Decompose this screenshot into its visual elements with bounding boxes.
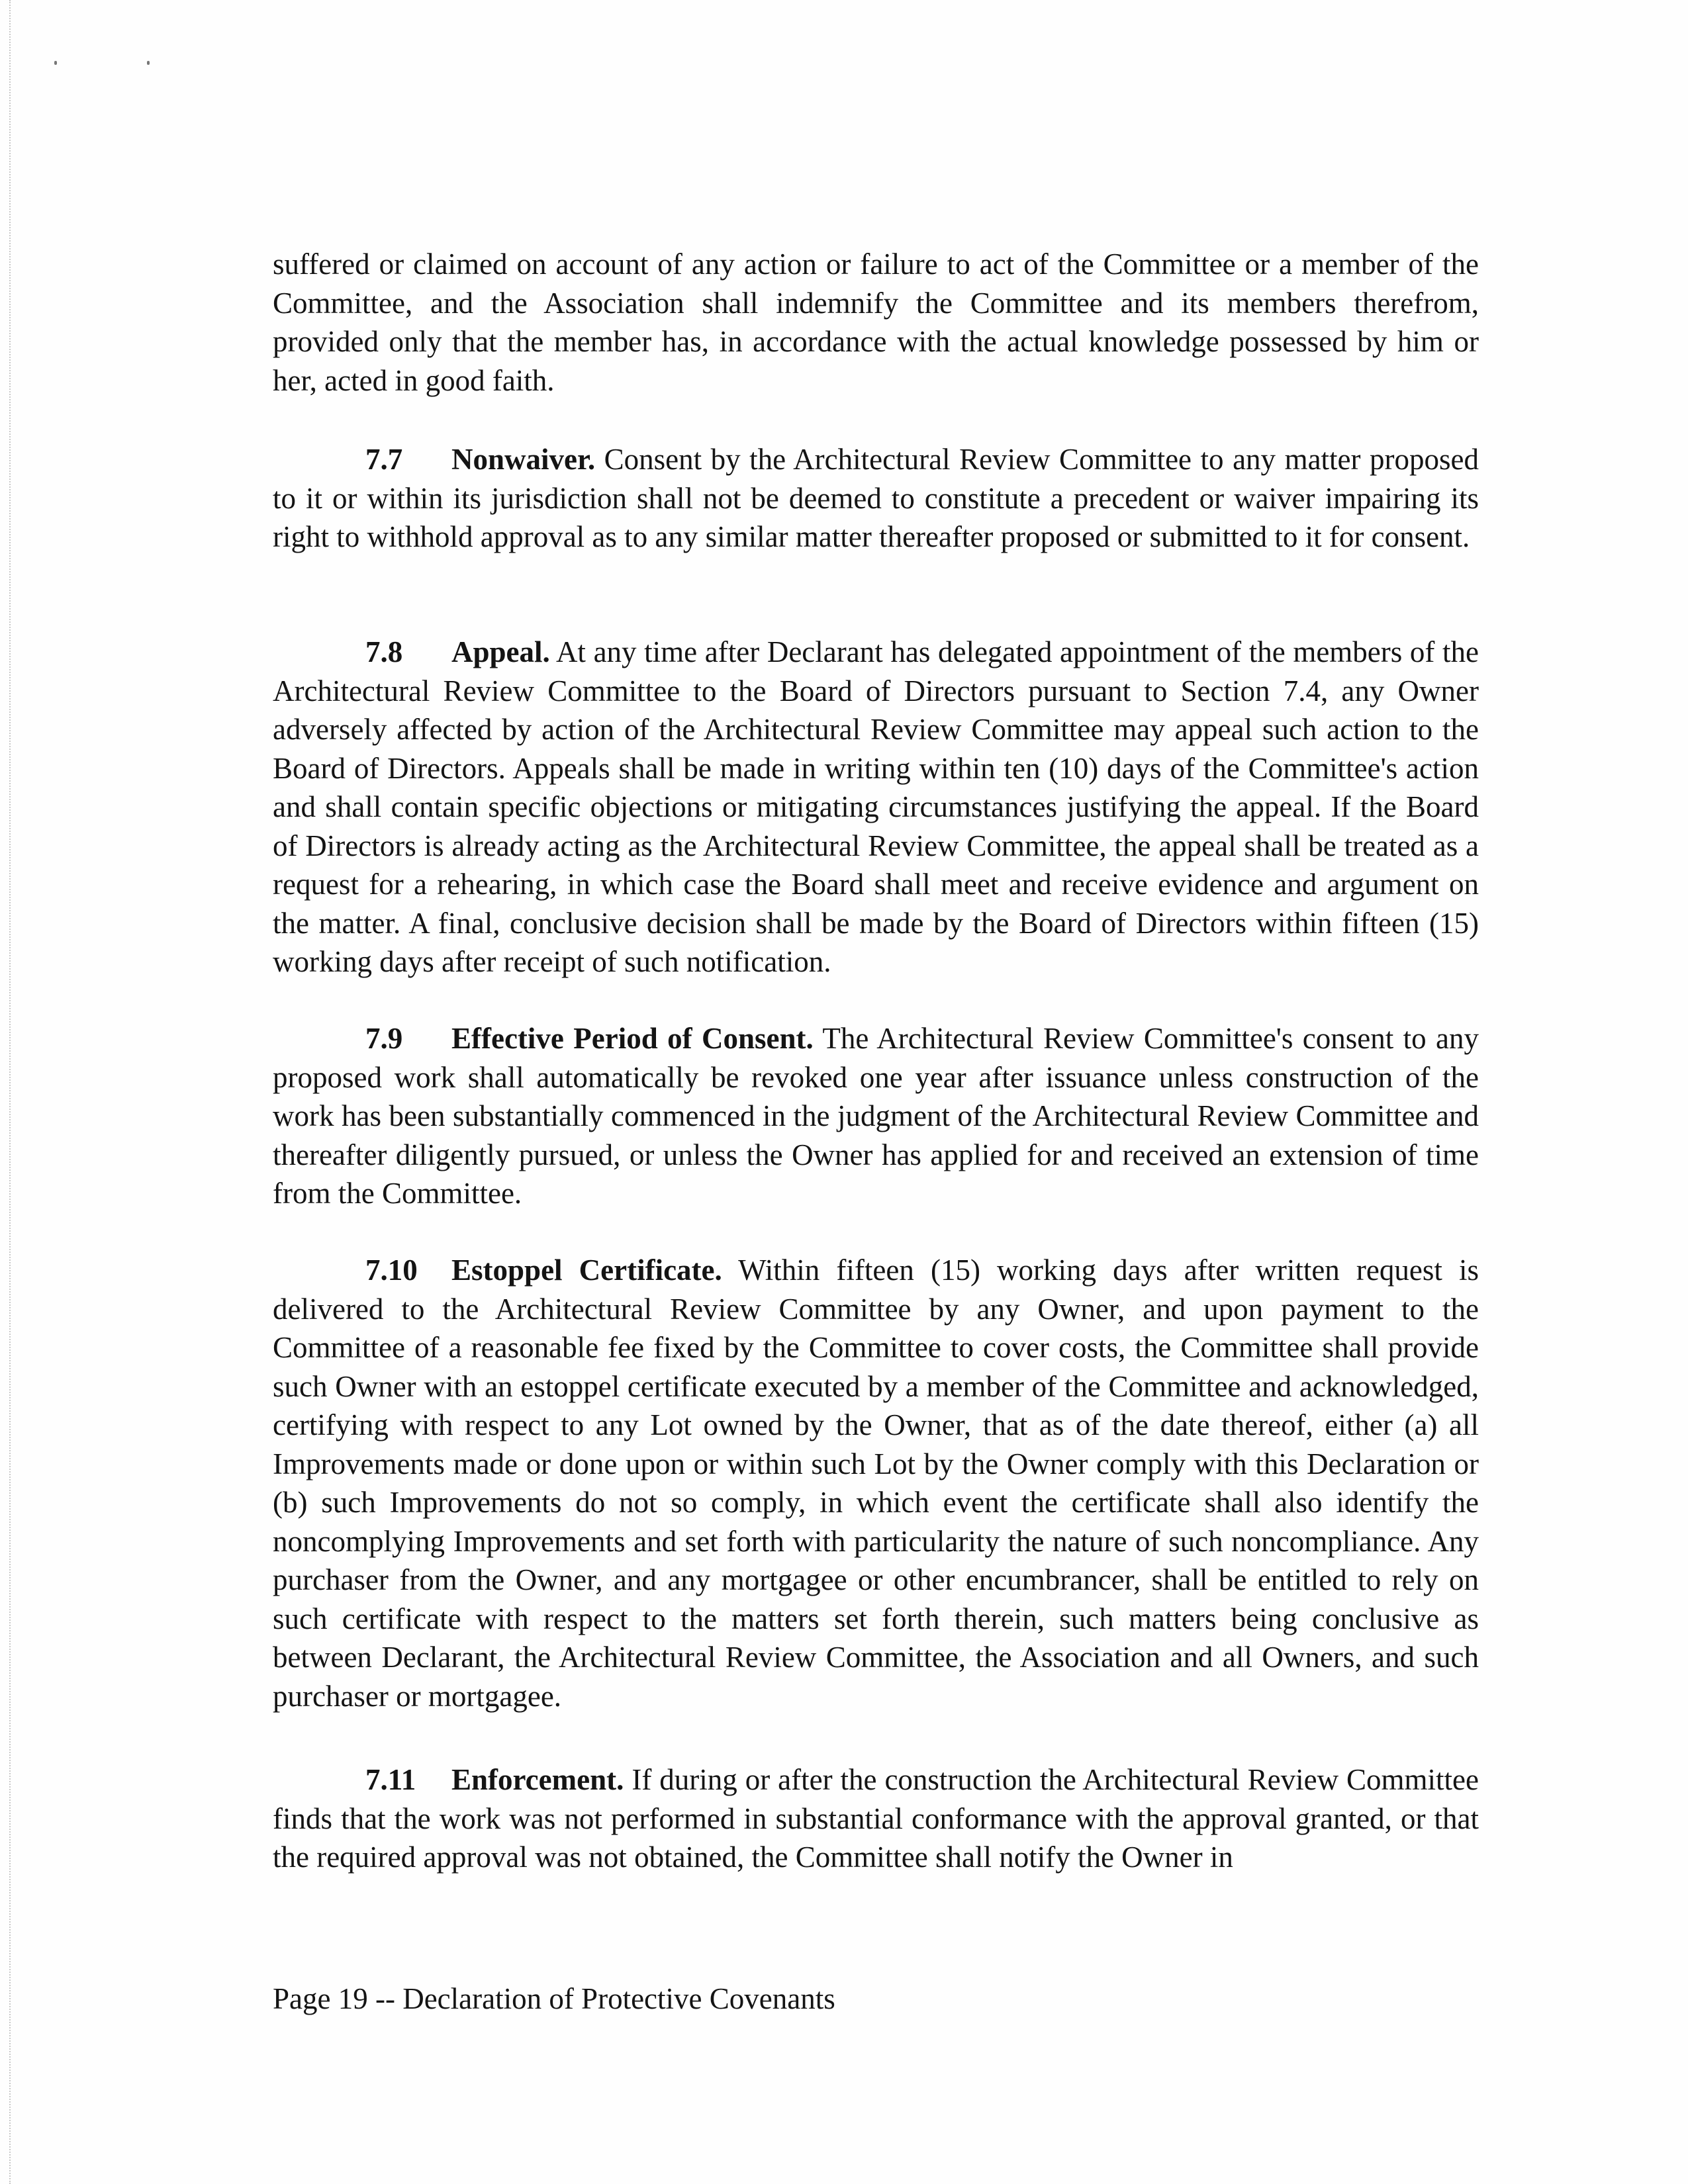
section-title: Effective Period of Consent.: [451, 1022, 814, 1055]
scan-speck: [54, 61, 57, 65]
section-7-9: [273, 1019, 1479, 1213]
section-number: 7.8: [365, 635, 403, 668]
section-body: At any time after Declarant has delegated appointment of the members of the Architectural Review Committee to the Board of Directors pursuant to Section 7.4, any Owner adversely affected by action of the Architectural Review Committee may appeal such action to the Board of Directors. Appeals shall be made in writing within ten (10) days of the Committee's action and shall contain specific objections or mitigating circumstances justifying the appeal. If the Board of Directors is already acting as the Architectural Review Committee, the appeal shall be treated as a request for a rehearing, in which case the Board shall meet and receive evidence and argument on the matter. A final, conclusive decision shall be made by the Board of Directors within fifteen (15) working days after receipt of such notification.: [273, 635, 1479, 978]
section-number: 7.7: [365, 443, 403, 476]
section-7-7: [273, 440, 1479, 557]
section-body: If during or after the construction the Architectural Review Committee finds that the work was not performed in substantial conformance with the approval granted, or that the required approval was not obtained, the Committee shall notify the Owner in: [273, 1763, 1479, 1874]
section-title: Nonwaiver.: [451, 443, 596, 476]
page-footer: Page 19 -- Declaration of Protective Covenants: [273, 1982, 835, 2015]
scan-speck: [147, 61, 150, 65]
continuation-paragraph: suffered or claimed on account of any action or failure to act of the Committee or a member of the Committee, and the Association shall indemnify the Committee and its members therefrom, provided only that the member has, in accordance with the actual knowledge possessed by him or her, acted in good faith.: [273, 248, 1479, 397]
section-7-11: [273, 1760, 1479, 1877]
section-body: The Architectural Review Committee's consent to any proposed work shall automatically be revoked one year after issuance unless construction of the work has been substantially commenced in the judgment of the Architectural Review Committee and thereafter diligently pursued, or unless the Owner has applied for and received an extension of time from the Committee.: [273, 1022, 1479, 1210]
section-title: Enforcement.: [451, 1763, 624, 1796]
section-7-8: [273, 633, 1479, 981]
scan-left-edge: [0, 0, 11, 2184]
section-number: 7.11: [365, 1763, 416, 1796]
section-body: Consent by the Architectural Review Committee to any matter proposed to it or within its jurisdiction shall not be deemed to constitute a precedent or waiver impairing its right to withhold approval as to any similar matter thereafter proposed or submitted to it for consent.: [273, 443, 1479, 553]
section-title: Appeal.: [451, 635, 550, 668]
section-number: 7.10: [365, 1253, 418, 1287]
section-title: Estoppel Certificate.: [451, 1253, 722, 1287]
section-7-10: [273, 1251, 1479, 1715]
section-number: 7.9: [365, 1022, 403, 1055]
section-body: Within fifteen (15) working days after written request is delivered to the Architectural Review Committee by any Owner, and upon payment to the Committee of a reasonable fee fixed by the Committee to cover costs, the Committee shall provide such Owner with an estoppel certificate executed by a member of the Committee and acknowledged, certifying with respect to any Lot owned by the Owner, that as of the date thereof, either (a) all Improvements made or done upon or within such Lot by the Owner comply with this Declaration or (b) such Improvements do not so comply, in which event the certificate shall also identify the noncomplying Improvements and set forth with particularity the nature of such noncompliance. Any purchaser from the Owner, and any mortgagee or other encumbrancer, shall be entitled to rely on such certificate with respect to the matters set forth therein, such matters being conclusive as between Declarant, the Architectural Review Committee, the Association and all Owners, and such purchaser or mortgagee.: [273, 1253, 1479, 1713]
